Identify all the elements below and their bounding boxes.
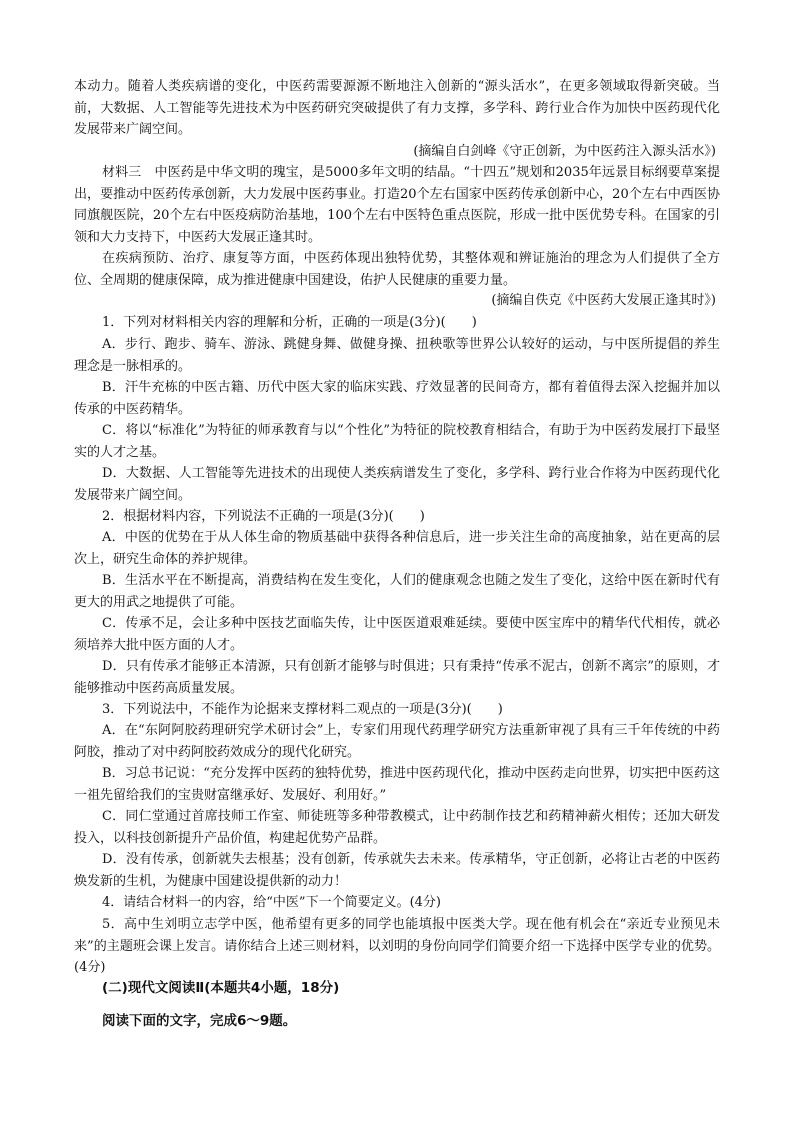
- question-3-option-a: A．在“东阿阿胶药理研究学术研讨会”上，专家们用现代药理学研究方法重新审视了具有三千年传统的中药阿胶，推动了对中药阿胶药效成分的现代化研究。: [74, 723, 720, 760]
- material-three-paragraph-2: 在疾病预防、治疗、康复等方面，中医药体现出独特优势，其整体观和辨证施治的理念为人们提供了全方位、全周期的健康保障，成为推进健康中国建设，佑护人民健康的重要力量。: [74, 251, 720, 288]
- material-three-source: (摘编自佚克《中医药大发展正逢其时》): [491, 293, 716, 308]
- section-heading: (二)现代文阅读Ⅱ(本题共4小题，18分): [102, 980, 340, 996]
- question-1-option-b: B．汗牛充栋的中医古籍、历代中医大家的临床实践、疗效显著的民间奇方，都有着值得去深入挖掘并加以传承的中医药精华。: [74, 380, 720, 417]
- question-1-stem: 1．下列对材料相关内容的理解和分析，正确的一项是(3分)( ): [102, 315, 477, 330]
- question-3-option-c: C．同仁堂通过首席技师工作室、师徒班等多种带教模式，让中药制作技艺和药精神薪火相传；还加大研发投入，以科技创新提升产品价值，构建起优势产品群。: [74, 809, 720, 846]
- material-three-paragraph-1: 材料三 中医药是中华文明的瑰宝，是5000多年文明的结晶。“十四五”规划和2035年远景目标纲要草案提出，要推动中医药传承创新，大力发展中医药事业。打造20个左右国家中医药传承创新中心，20个左右中西医协同旗舰医院，20个左右中医疫病防治基地，100个左右中医特色重点医院，形成一批中医优势专科。在国家的引领和大力支持下，中医药大发展正逢其时。: [74, 165, 720, 245]
- question-5: 5．高中生刘明立志学中医，他希望有更多的同学也能填报中医类大学。现在他有机会在“亲近专业预见未来”的主题班会课上发言。请你结合上述三则材料，以刘明的身份向同学们简要介绍一下选择中医学专业的优势。(4分): [74, 917, 720, 975]
- material-two-tail: 本动力。随着人类疾病谱的变化，中医药需要源源不断地注入创新的“源头活水”，在更多领域取得新突破。当前，大数据、人工智能等先进技术为中医药研究突破提供了有力支撑，多学科、跨行业合作为加快中医药现代化发展带来广阔空间。: [74, 79, 720, 137]
- question-1-option-d: D．大数据、人工智能等先进技术的出现使人类疾病谱发生了变化，多学科、跨行业合作将为中医药现代化发展带来广阔空间。: [74, 466, 720, 503]
- question-1-option-a: A．步行、跑步、骑车、游泳、跳健身舞、做健身操、扭秧歌等世界公认较好的运动，与中医所提倡的养生理念是一脉相承的。: [74, 337, 720, 374]
- question-3-option-d: D．没有传承，创新就失去根基；没有创新，传承就失去未来。传承精华，守正创新，必将让古老的中医药焕发新的生机，为健康中国建设提供新的动力！: [74, 852, 720, 889]
- question-2-option-b: B．生活水平在不断提高，消费结构在发生变化，人们的健康观念也随之发生了变化，这给中医在新时代有更大的用武之地提供了可能。: [74, 573, 720, 610]
- question-3-stem: 3．下列说法中，不能作为论据来支撑材料二观点的一项是(3分)( ): [102, 702, 503, 717]
- question-3-option-b: B．习总书记说：“充分发挥中医药的独特优势，推进中医药现代化，推动中医药走向世界，切实把中医药这一祖先留给我们的宝贵财富继承好、发展好、利用好。”: [74, 766, 720, 803]
- section-instruction: 阅读下面的文字，完成6～9题。: [102, 1013, 297, 1029]
- question-4: 4．请结合材料一的内容，给“中医”下一个简要定义。(4分): [102, 895, 441, 910]
- question-2-option-d: D．只有传承才能够正本清源，只有创新才能够与时俱进；只有秉持“传承不泥古，创新不离宗”的原则，才能够推动中医药高质量发展。: [74, 659, 720, 696]
- question-2-option-a: A．中医的优势在于从人体生命的物质基础中获得各种信息后，进一步关注生命的高度抽象，站在更高的层次上，研究生命体的养护规律。: [74, 530, 720, 567]
- material-two-source: (摘编自白剑峰《守正创新，为中医药注入源头活水》): [413, 144, 716, 159]
- question-1-option-c: C．将以“标准化”为特征的师承教育与以“个性化”为特征的院校教育相结合，有助于为中医药发展打下最坚实的人才之基。: [74, 423, 720, 460]
- question-2-option-c: C．传承不足，会让多种中医技艺面临失传，让中医医道艰难延续。要使中医宝库中的精华代代相传，就必须培养大批中医方面的人才。: [74, 616, 720, 653]
- question-2-stem: 2．根据材料内容，下列说法不正确的一项是(3分)( ): [102, 509, 425, 524]
